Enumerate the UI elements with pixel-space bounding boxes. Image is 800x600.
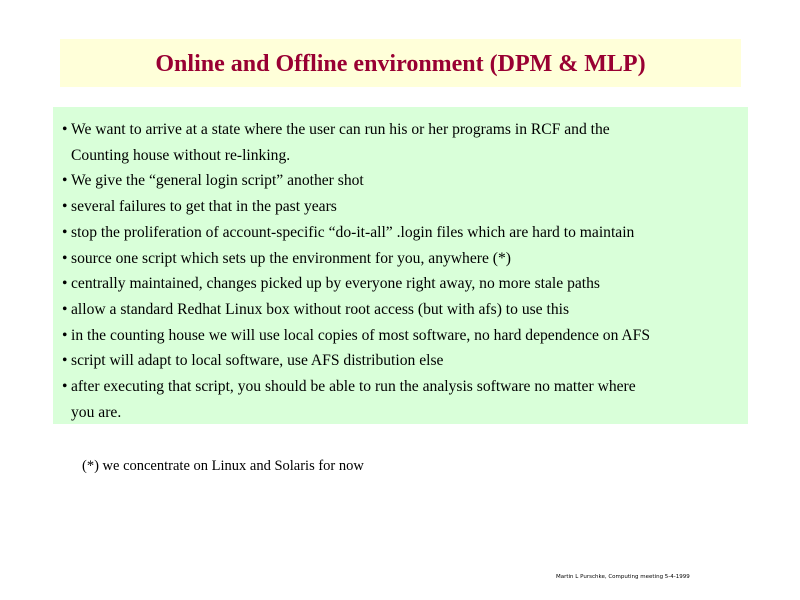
author-credit: Martin L Purschke, Computing meeting 5-4-1999 xyxy=(556,574,690,580)
bullet-item xyxy=(62,297,742,323)
bullet-item xyxy=(62,117,742,168)
bullet-text-line-1: We want to arrive at a state where the user can run his or her programs in RCF and the xyxy=(71,121,610,138)
bullet-text-line-1: after executing that script, you should be able to run the analysis software no matter where xyxy=(71,378,636,396)
bullet-text-line-2: Counting house without re-linking. xyxy=(71,146,291,164)
bullet-marker: • xyxy=(62,300,68,318)
bullet-marker: • xyxy=(62,223,68,241)
bullet-item xyxy=(62,374,742,425)
bullet-marker: • xyxy=(62,121,68,138)
bullet-marker: • xyxy=(62,378,68,396)
bullet-list xyxy=(62,117,742,425)
bullet-text: several failures to get that in the past years xyxy=(71,198,337,216)
bullet-text-line-2: you are. xyxy=(71,403,122,421)
bullet-panel xyxy=(53,107,748,424)
bullet-text: stop the proliferation of account-specific “do-it-all” .login files which are hard to maintain xyxy=(71,223,635,241)
bullet-text: allow a standard Redhat Linux box without root access (but with afs) to use this xyxy=(71,300,570,318)
title-banner xyxy=(60,39,741,87)
bullet-marker: • xyxy=(62,249,68,267)
bullet-item xyxy=(62,271,742,297)
bullet-text: source one script which sets up the environment for you, anywhere (*) xyxy=(71,249,511,267)
bullet-text: We give the “general login script” another shot xyxy=(71,172,364,190)
bullet-text: in the counting house we will use local copies of most software, no hard dependence on AFS xyxy=(71,326,651,344)
footnote: (*) we concentrate on Linux and Solaris for now xyxy=(82,458,364,474)
bullet-marker: • xyxy=(62,352,68,370)
slide-title: Online and Offline environment (DPM & MLP) xyxy=(155,50,646,77)
bullet-item xyxy=(62,220,742,246)
bullet-text: script will adapt to local software, use AFS distribution else xyxy=(71,352,444,370)
bullet-item xyxy=(62,168,742,194)
bullet-marker: • xyxy=(62,326,68,344)
bullet-item xyxy=(62,246,742,272)
bullet-marker: • xyxy=(62,275,68,293)
bullet-item xyxy=(62,323,742,349)
bullet-item xyxy=(62,348,742,374)
bullet-marker: • xyxy=(62,172,68,190)
bullet-item xyxy=(62,194,742,220)
bullet-marker: • xyxy=(62,198,68,216)
bullet-text: centrally maintained, changes picked up by everyone right away, no more stale paths xyxy=(71,275,600,293)
